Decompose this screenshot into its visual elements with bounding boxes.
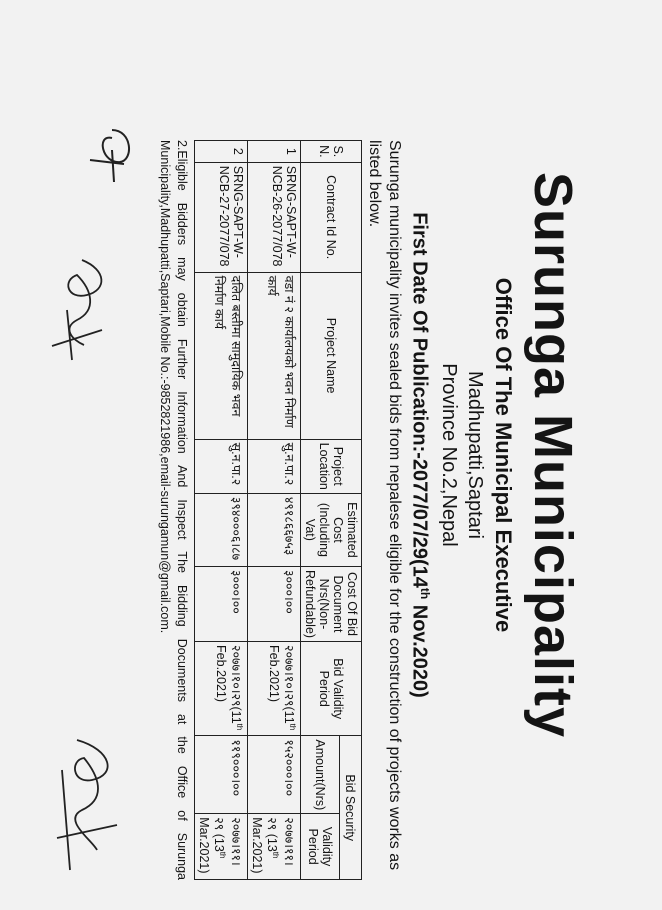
bid-table bbox=[194, 140, 362, 880]
cell-sec-validity bbox=[248, 814, 301, 880]
publication-date-sup: th bbox=[418, 587, 432, 600]
cell-contract: SRNG-SAPT-W-NCB-26-2077/078 bbox=[248, 162, 301, 272]
sec-validity-end: Mar.2021) bbox=[250, 817, 264, 874]
header-project: Project Name bbox=[301, 272, 362, 439]
cell-project: वडा नं २ कार्यालयको भवन निर्माण कार्य bbox=[248, 272, 301, 439]
validity-end: Feb.2021) bbox=[214, 645, 228, 703]
cell-sn: 1 bbox=[248, 141, 301, 163]
cell-location: सु.न.पा.२ bbox=[248, 439, 301, 493]
sec-validity-sup: th bbox=[271, 851, 281, 859]
note-paragraph: 2.Eligible Bidders may obtain Further Information And Inspect The Bidding Documents at the Office of Surunga Municipality,Madhupatti,Saptari,Mobile No.:-9852821986,email-surungamun@gmail.com. bbox=[158, 140, 189, 880]
cell-estimated: ४९१८६६७५३ bbox=[248, 493, 301, 566]
signature-right bbox=[47, 730, 132, 880]
table-row bbox=[248, 141, 301, 880]
sec-validity-main: २०७७।११।२९ (13 bbox=[265, 817, 296, 866]
cell-project: दलित बस्तीमा सामुदायिक भवन निर्माण कार्य bbox=[195, 272, 248, 439]
cell-bid-cost: ३०००।०० bbox=[195, 566, 248, 641]
office-province: Province No.2,Nepal bbox=[438, 363, 460, 547]
cell-validity bbox=[248, 642, 301, 736]
validity-sup: th bbox=[235, 723, 245, 731]
office-address: Madhupatti,Saptari bbox=[464, 371, 486, 539]
header-bid-cost: Cost Of Bid Document Nrs(Non-Refundable) bbox=[301, 566, 362, 641]
signature-middle bbox=[42, 250, 122, 380]
cell-contract: SRNG-SAPT-W-NCB-27-2077/078 bbox=[195, 162, 248, 272]
header-contract: Contract Id No. bbox=[301, 162, 362, 272]
intro-paragraph: Surunga municipality invites sealed bids from nepalese eligible for the construction of projects works as listed below. bbox=[366, 140, 403, 871]
validity-sup: th bbox=[288, 723, 298, 731]
publication-date-main: First Date Of Publication:-2077/07/29(14 bbox=[408, 212, 431, 588]
sec-validity-main: २०७७।११।२९ (13 bbox=[212, 817, 243, 866]
page-title: Surunga Municipality bbox=[523, 171, 583, 739]
signature-initials bbox=[82, 120, 142, 200]
header-amount: Amount(Nrs) bbox=[301, 736, 340, 814]
sec-validity-sup: th bbox=[218, 851, 228, 859]
header-sec-validity: Validity Period bbox=[301, 814, 340, 880]
cell-bid-cost: ३०००।०० bbox=[248, 566, 301, 641]
publication-date bbox=[407, 0, 432, 910]
cell-sec-validity bbox=[195, 814, 248, 880]
office-name: Office Of The Municipal Executive bbox=[491, 277, 516, 633]
cell-validity bbox=[195, 642, 248, 736]
validity-main: २०७७।१०।२९(11 bbox=[229, 645, 243, 724]
validity-main: २०७७।१०।२९(11 bbox=[282, 645, 296, 724]
header-security: Bid Security bbox=[339, 736, 361, 880]
cell-sn: 2 bbox=[195, 141, 248, 163]
cell-location: सु.न.पा.२ bbox=[195, 439, 248, 493]
table-header-row bbox=[339, 141, 361, 880]
table-row bbox=[195, 141, 248, 880]
header-sn: S. N. bbox=[301, 141, 362, 163]
cell-amount: ११९०००।०० bbox=[195, 736, 248, 814]
sec-validity-end: Mar.2021) bbox=[197, 817, 211, 874]
cell-estimated: ३९४०००६।८७ bbox=[195, 493, 248, 566]
publication-date-end: Nov.2020) bbox=[408, 599, 431, 698]
header-validity: Bid Validity Period bbox=[301, 642, 362, 736]
validity-end: Feb.2021) bbox=[267, 645, 281, 703]
header-estimated: Estimated Cost (Including Vat) bbox=[301, 493, 362, 566]
cell-amount: १५२०००।०० bbox=[248, 736, 301, 814]
header-location: Project Location bbox=[301, 439, 362, 493]
